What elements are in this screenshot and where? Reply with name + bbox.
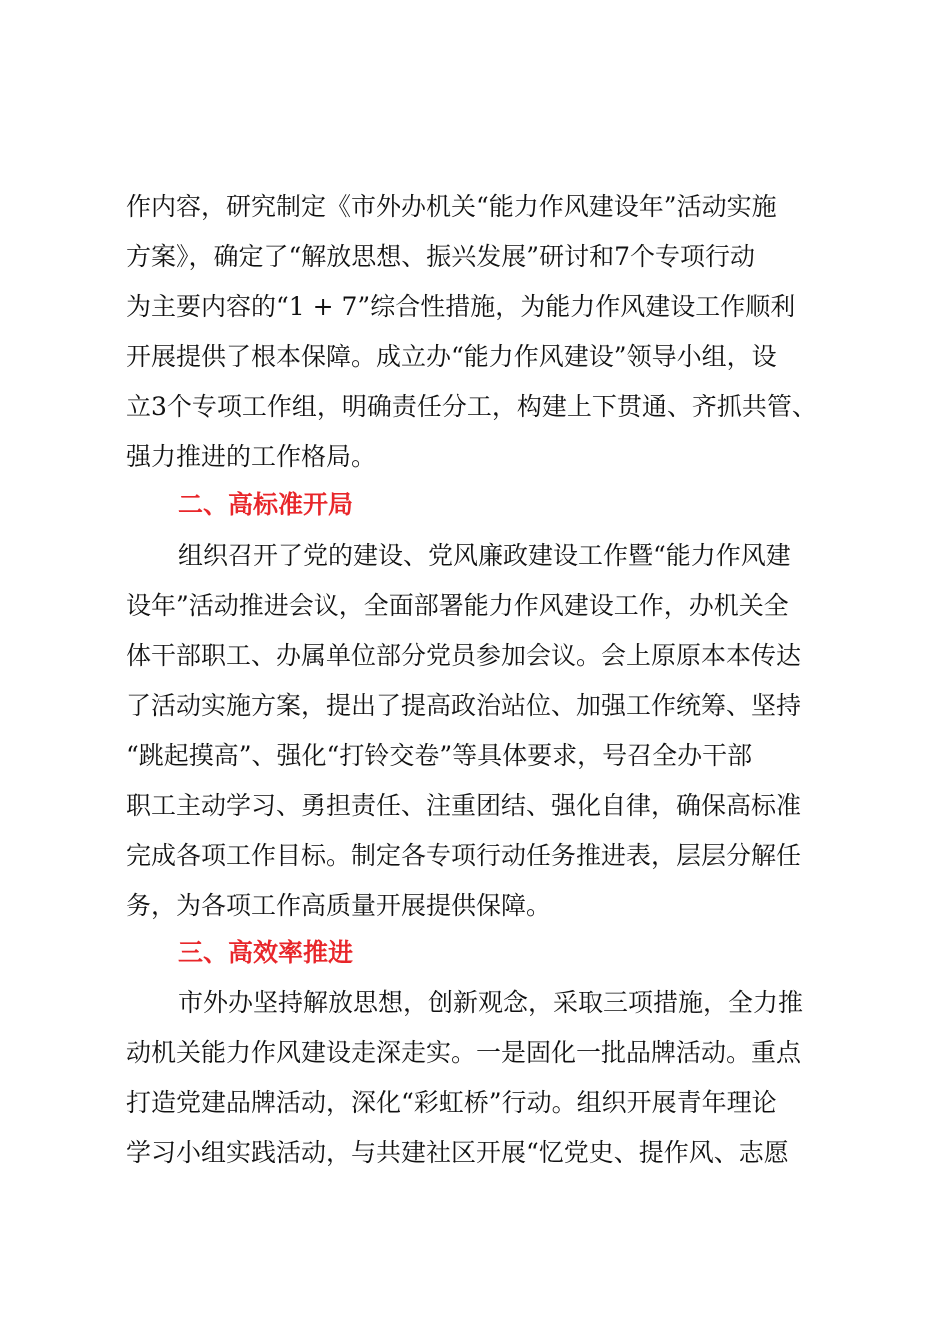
paragraph-line: 职工主动学习、勇担责任、注重团结、强化自律，确保高标准 [126,791,802,820]
paragraph-line: 了活动实施方案，提出了提高政治站位、加强工作统筹、坚持 [126,691,802,720]
section-heading-2: 二、高标准开局 [178,490,354,519]
paragraph-line: 为主要内容的“1 + 7”综合性措施，为能力作风建设工作顺利 [126,292,796,321]
paragraph-line: 完成各项工作目标。制定各专项行动任务推进表，层层分解任 [126,841,802,870]
paragraph-line: 立3个专项工作组，明确责任分工，构建上下贯通、齐抓共管、 [126,392,817,421]
paragraph-line: 市外办坚持解放思想，创新观念，采取三项措施，全力推 [178,988,804,1017]
paragraph-line: 动机关能力作风建设走深走实。一是固化一批品牌活动。重点 [126,1038,802,1067]
paragraph-line: 学习小组实践活动，与共建社区开展“忆党史、提作风、志愿 [126,1138,789,1167]
paragraph-line: 务，为各项工作高质量开展提供保障。 [126,891,552,920]
paragraph-line: 强力推进的工作格局。 [126,442,377,471]
paragraph-line: 开展提供了根本保障。成立办“能力作风建设”领导小组，设 [126,342,777,371]
section-heading-3: 三、高效率推进 [178,938,354,967]
paragraph-line: 作内容，研究制定《市外办机关“能力作风建设年”活动实施 [126,192,777,221]
paragraph-line: 组织召开了党的建设、党风廉政建设工作暨“能力作风建 [178,541,791,570]
paragraph-line: “跳起摸高”、强化“打铃交卷”等具体要求，号召全办干部 [126,741,753,770]
paragraph-line: 方案》，确定了“解放思想、振兴发展”研讨和7个专项行动 [126,242,755,271]
paragraph-line: 打造党建品牌活动，深化“彩虹桥”行动。组织开展青年理论 [126,1088,777,1117]
paragraph-line: 体干部职工、办属单位部分党员参加会议。会上原原本本传达 [126,641,802,670]
paragraph-line: 设年”活动推进会议，全面部署能力作风建设工作，办机关全 [126,591,789,620]
